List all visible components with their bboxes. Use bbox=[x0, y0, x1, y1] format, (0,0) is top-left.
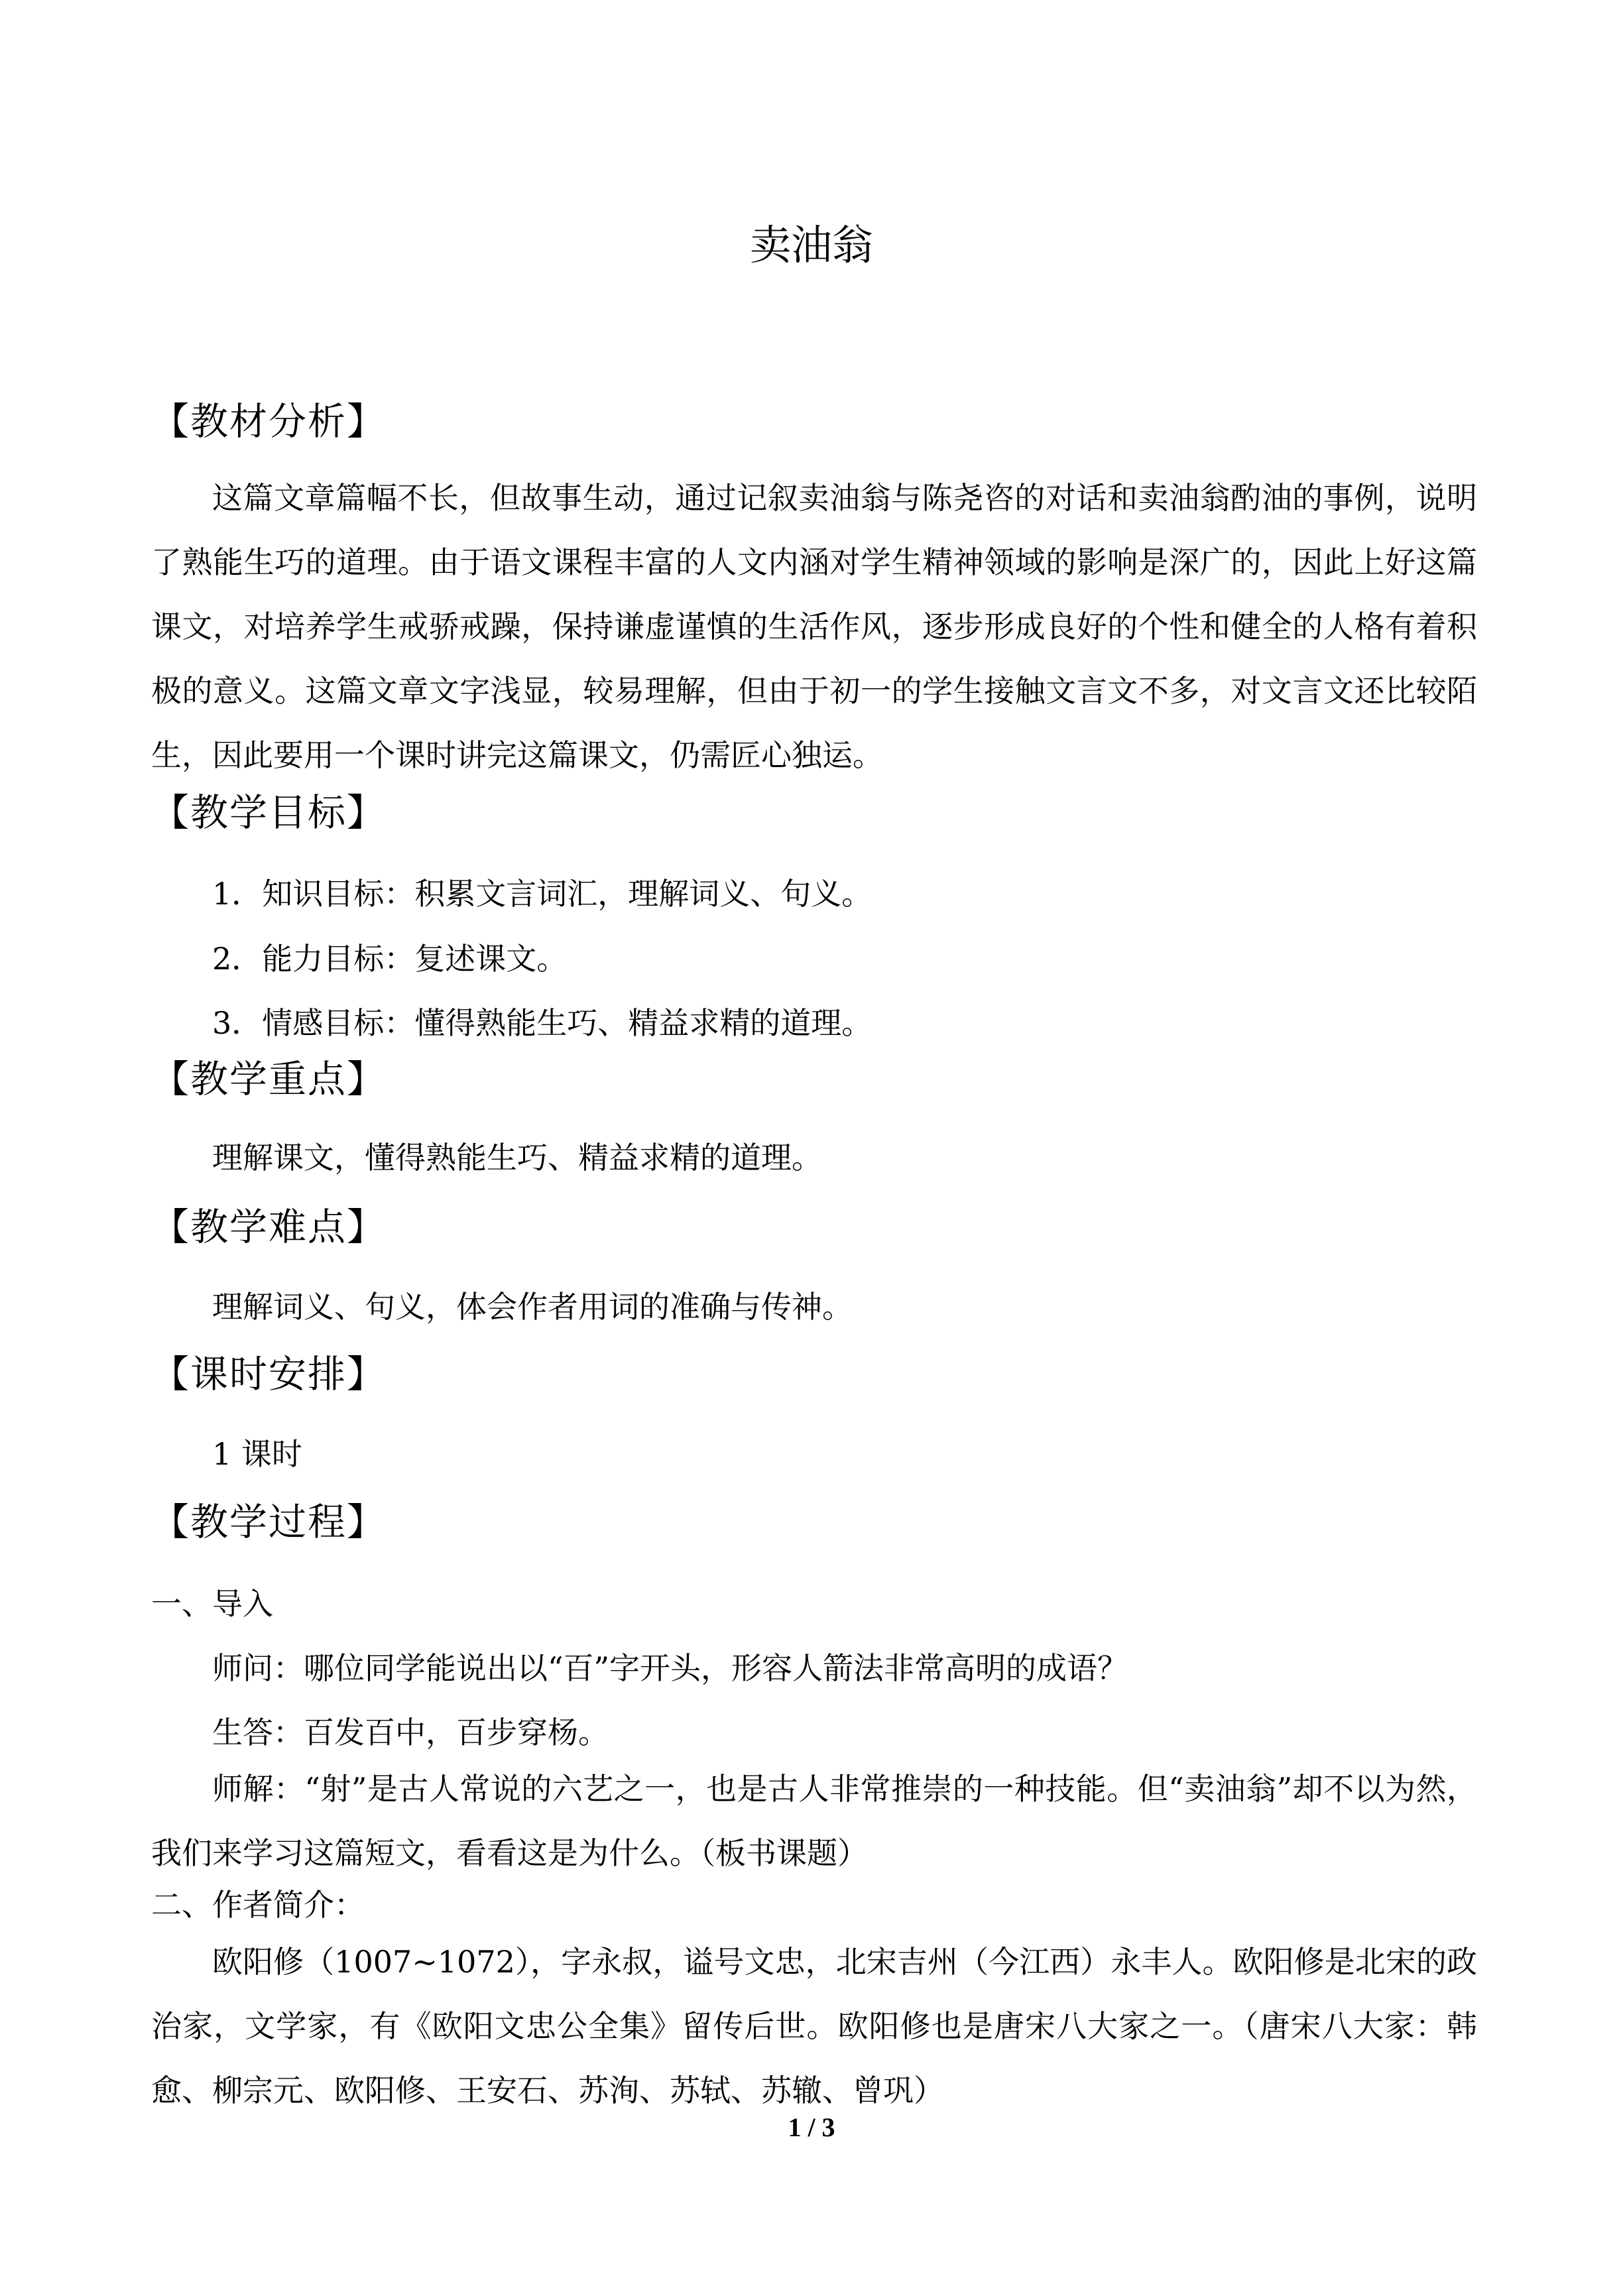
key-points-text: 理解课文，懂得熟能生巧、精益求精的道理。 bbox=[212, 1140, 822, 1176]
goal-item-2: 2．能力目标：复述课文。 bbox=[212, 941, 568, 977]
teacher-question: 师问：哪位同学能说出以“百”字开头，形容人箭法非常高明的成语？ bbox=[212, 1650, 1128, 1686]
teacher-explanation: 师解：“射”是古人常说的六艺之一，也是古人非常推崇的一种技能。但“卖油翁”却不以为然，我们来学习这篇短文，看看这是为什么。（板书课题） bbox=[151, 1771, 1477, 1871]
goal-item-3: 3．情感目标：懂得熟能生巧、精益求精的道理。 bbox=[212, 1005, 872, 1041]
section-heading-analysis: 【教材分析】 bbox=[151, 400, 386, 444]
section-heading-process: 【教学过程】 bbox=[151, 1500, 386, 1544]
schedule-text: 1 课时 bbox=[212, 1436, 302, 1472]
section-heading-schedule: 【课时安排】 bbox=[151, 1353, 386, 1396]
difficulties-text: 理解词义、句义，体会作者用词的准确与传神。 bbox=[212, 1289, 853, 1325]
intro-subheading: 一、导入 bbox=[151, 1586, 273, 1622]
student-answer: 生答：百发百中，百步穿杨。 bbox=[212, 1715, 609, 1750]
page-number: 1 / 3 bbox=[788, 2112, 835, 2142]
section-heading-key-points: 【教学重点】 bbox=[151, 1057, 386, 1101]
goal-item-1: 1．知识目标：积累文言词汇，理解词义、句义。 bbox=[212, 876, 872, 912]
analysis-paragraph: 这篇文章篇幅不长，但故事生动，通过记叙卖油翁与陈尧咨的对话和卖油翁酌油的事例，说明了熟能生巧的道理。由于语文课程丰富的人文内涵对学生精神领域的影响是深广的，因此上好这篇课文，对培养学生戒骄戒躁，保持谦虚谨慎的生活作风，逐步形成良好的个性和健全的人格有着积极的意义。这篇文章文字浅显，较易理解，但由于初一的学生接触文言文不多，对文言文还比较陌生，因此要用一个课时讲完这篇课文，仍需匠心独运。 bbox=[151, 480, 1477, 773]
author-paragraph: 欧阳修（1007~1072），字永叔，谥号文忠，北宋吉州（今江西）永丰人。欧阳修是北宋的政治家，文学家，有《欧阳文忠公全集》留传后世。欧阳修也是唐宋八大家之一。（唐宋八大家：韩愈、柳宗元、欧阳修、王安石、苏洵、苏轼、苏辙、曾巩） bbox=[151, 1944, 1477, 2108]
section-heading-difficulties: 【教学难点】 bbox=[151, 1205, 386, 1249]
author-subheading: 二、作者简介： bbox=[151, 1887, 365, 1923]
document-title: 卖油翁 bbox=[749, 221, 873, 269]
section-heading-goals: 【教学目标】 bbox=[151, 791, 386, 835]
